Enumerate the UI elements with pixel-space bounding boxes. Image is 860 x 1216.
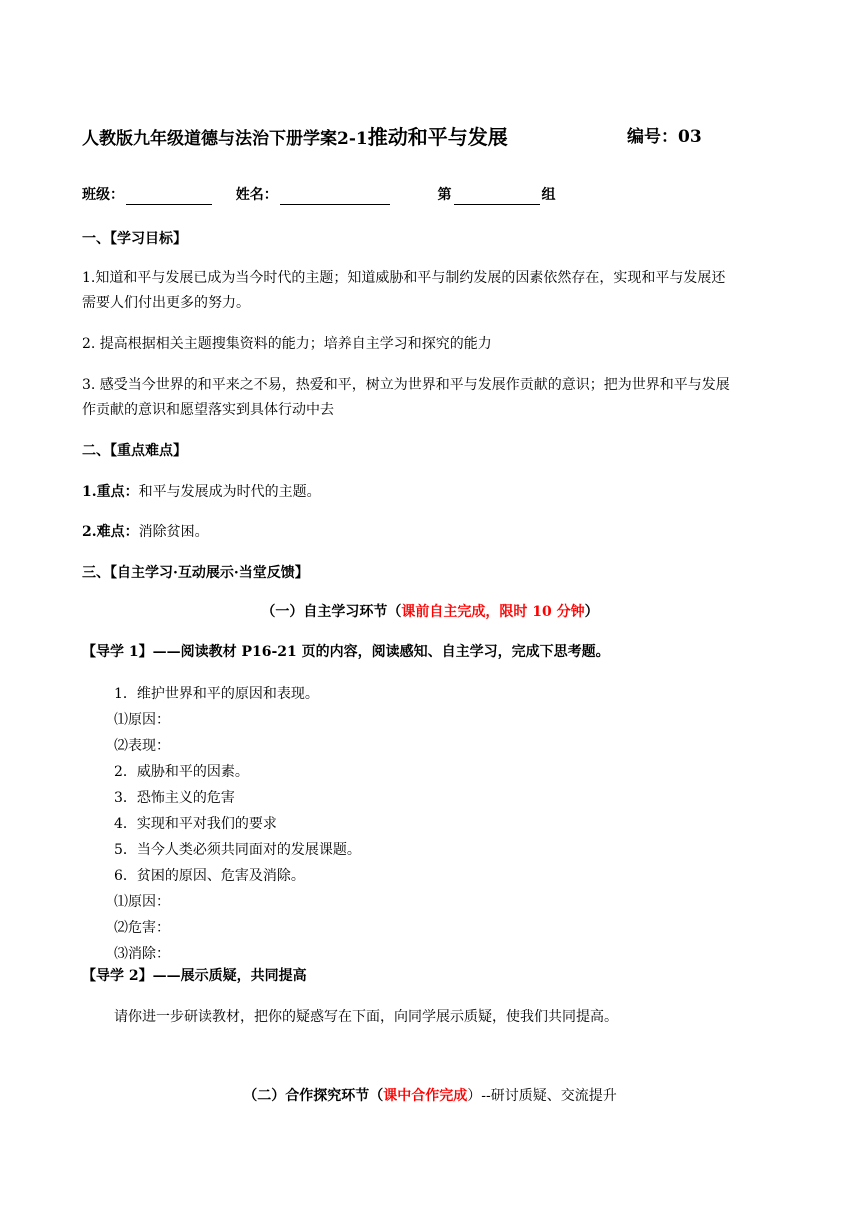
goal-3-line-2: 作贡献的意识和愿望落实到具体行动中去 <box>82 402 334 418</box>
question-6-elimination: ⑶消除： <box>114 946 170 962</box>
subsection-self-study-note: 课前自主完成，限时 10 分钟 <box>401 604 585 620</box>
class-label: 班级： <box>82 187 124 203</box>
title-main: 推动和平与发展 <box>367 125 508 149</box>
key-point <box>82 482 321 502</box>
guide-2-text: 请你进一步研读教材，把你的疑惑写在下面，向同学展示质疑，使我们共同提高。 <box>114 1009 618 1025</box>
name-label: 姓名： <box>235 187 278 203</box>
question-2: 2．威胁和平的因素。 <box>114 764 249 780</box>
section-heading-self-study: 三、【自主学习·互动展示·当堂反馈】 <box>82 565 309 581</box>
title-code: 2-1 <box>337 129 368 149</box>
goal-2: 2. 提高根据相关主题搜集资料的能力；培养自主学习和探究的能力 <box>82 336 492 352</box>
difficult-point-text: 消除贫困。 <box>138 524 209 540</box>
subsection-self-study-label: （一）自主学习环节（ <box>261 604 402 620</box>
section-heading-goals: 一、【学习目标】 <box>82 231 187 247</box>
goal-1-line-2: 需要人们付出更多的努力。 <box>82 295 250 311</box>
subsection-cooperative-inquiry <box>0 1086 860 1106</box>
subsection-cooperative-label: （二）合作探究环节（ <box>243 1088 384 1104</box>
question-1: 1．维护世界和平的原因和表现。 <box>114 686 319 702</box>
guide-1: 【导学 1】——阅读教材 P16-21 页的内容，阅读感知、自主学习，完成下思考题。 <box>82 644 610 660</box>
question-6: 6．贫困的原因、危害及消除。 <box>114 868 305 884</box>
name-blank[interactable] <box>280 189 390 205</box>
document-number: 编号：03 <box>627 127 702 147</box>
question-1-reason: ⑴原因： <box>114 712 170 728</box>
subsection-self-study-close: ） <box>584 604 599 620</box>
question-6-harm: ⑵危害： <box>114 920 170 936</box>
goal-3-line-1: 3. 感受当今世界的和平来之不易，热爱和平，树立为世界和平与发展作贡献的意识；把为世界和平与发展 <box>82 377 730 393</box>
question-1-manifestation: ⑵表现： <box>114 738 170 754</box>
question-6-reason: ⑴原因： <box>114 894 170 910</box>
difficult-point-label: 2.难点： <box>82 524 139 540</box>
difficult-point <box>82 522 209 542</box>
group-prefix: 第 <box>437 187 452 203</box>
question-3: 3．恐怖主义的危害 <box>114 790 235 806</box>
group-blank[interactable] <box>454 189 540 205</box>
question-4: 4．实现和平对我们的要求 <box>114 816 277 832</box>
question-5: 5．当今人类必须共同面对的发展课题。 <box>114 842 361 858</box>
subsection-cooperative-note: 课中合作完成 <box>383 1088 468 1104</box>
student-info-line <box>82 185 556 205</box>
key-point-text: 和平与发展成为时代的主题。 <box>138 484 321 500</box>
guide-2: 【导学 2】——展示质疑，共同提高 <box>82 968 307 984</box>
key-point-label: 1.重点： <box>82 484 139 500</box>
subsection-self-study <box>0 602 860 622</box>
title-prefix: 人教版九年级道德与法治下册学案 <box>82 129 337 149</box>
page-title <box>82 124 702 152</box>
section-heading-key-points: 二、【重点难点】 <box>82 443 187 459</box>
class-blank[interactable] <box>126 189 212 205</box>
group-suffix: 组 <box>541 187 556 203</box>
goal-1-line-1: 1.知道和平与发展已成为当今时代的主题；知道威胁和平与制约发展的因素依然存在，实现和平与发展还 <box>82 270 726 286</box>
subsection-cooperative-tail: ）--研讨质疑、交流提升 <box>467 1088 617 1104</box>
